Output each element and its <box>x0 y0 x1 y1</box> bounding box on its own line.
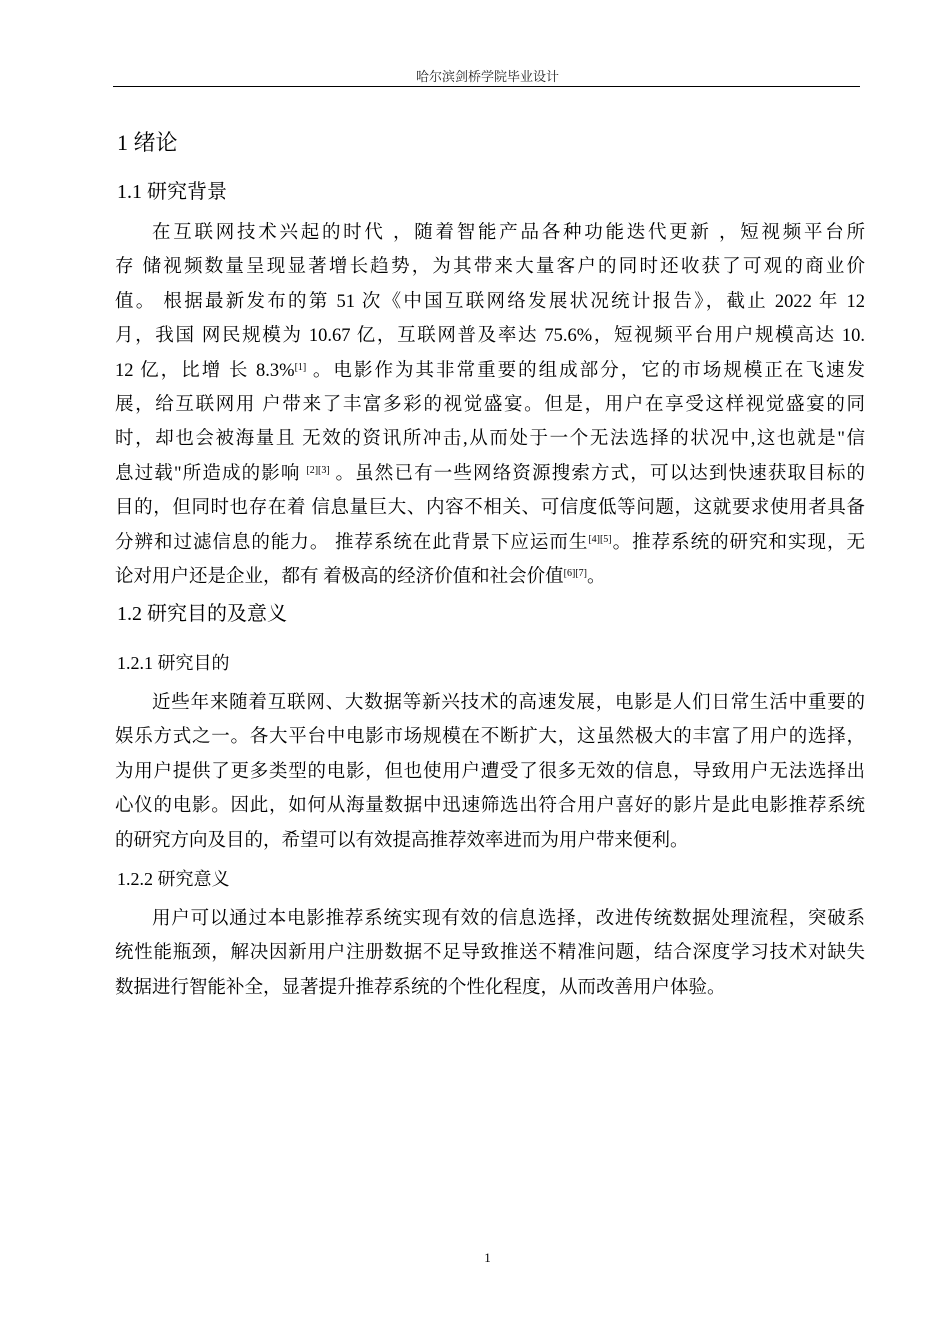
citation: [1] <box>294 361 307 373</box>
text-segment: 近些年来随着互联网、大数据等新兴技术的高速发展，电影是人们日常生活中重要的 <box>152 693 865 713</box>
text-segment: 的研究方向及目的，希望可以有效提高推荐效率进而为用户带来便利。 <box>115 830 689 851</box>
text-line <box>115 457 865 491</box>
text-segment: 时，却也会被海量且 无效的资讯所冲击,从而处于一个无法选择的状况中,这也就是"信 <box>115 429 865 450</box>
text-segment: 月，我国 网民规模为 10.67 亿，互联网普及率达 75.6%，短视频平台用户规模高达 10. <box>115 326 865 347</box>
text-segment: 论对用户还是企业，都有 着极高的经济价值和社会价值 <box>115 566 564 587</box>
text-segment: 目的，但同时也存在着 信息量巨大、内容不相关、可信度低等问题，这就要求使用者具备 <box>115 498 865 519</box>
text-segment: 展，给互联网用 户带来了丰富多彩的视觉盛宴。但是，用户在享受这样视觉盛宴的同 <box>115 394 865 415</box>
text-segment: 分辨和过滤信息的能力。 推荐系统在此背景下应运而生 <box>115 532 589 553</box>
paragraph-background <box>115 216 865 594</box>
text-line <box>115 560 865 594</box>
paragraph-purpose <box>115 686 865 858</box>
text-segment: 。 <box>586 566 606 587</box>
page-number: 1 <box>484 1250 491 1265</box>
text-segment: 值。 根据最新发布的第 51 次《中国互联网络发展状况统计报告》，截止 2022 年 12 <box>115 291 865 312</box>
text-line <box>115 422 865 456</box>
text-line <box>115 491 865 525</box>
section-heading-1-2: 1.2 研究目的及意义 <box>117 603 287 625</box>
text-segment: 息过载"所造成的影响 <box>115 463 307 484</box>
text-segment: 12 亿，比增 长 8.3% <box>115 360 295 381</box>
citation: [4][5] <box>588 533 612 545</box>
section-heading-1-2-1: 1.2.1 研究目的 <box>117 653 230 673</box>
text-line <box>115 526 865 560</box>
citation: [2][3] <box>306 464 330 476</box>
text-segment: 存 储视频数量呈现显著增长趋势，为其带来大量客户的同时还收获了可观的商业价 <box>115 257 865 278</box>
text-segment: 统性能瓶颈，解决因新用户注册数据不足导致推送不精准问题，结合深度学习技术对缺失 <box>115 943 865 964</box>
text-line <box>115 388 865 422</box>
text-line <box>115 720 865 754</box>
text-line <box>115 902 865 936</box>
header-divider <box>113 86 860 87</box>
text-line <box>115 216 865 250</box>
section-heading-1-2-2: 1.2.2 研究意义 <box>117 869 230 889</box>
text-segment: 数据进行智能补全，显著提升推荐系统的个性化程度，从而改善用户体验。 <box>115 977 726 998</box>
text-line <box>115 285 865 319</box>
text-segment: 娱乐方式之一。各大平台中电影市场规模在不断扩大，这虽然极大的丰富了用户的选择， <box>115 727 865 748</box>
text-line <box>115 936 865 970</box>
text-segment: 在互联网技术兴起的时代 ，随着智能产品各种功能迭代更新 ，短视频平台所 <box>152 223 865 243</box>
text-line <box>115 824 865 858</box>
paragraph-significance <box>115 902 865 1005</box>
text-line <box>115 250 865 284</box>
text-segment: 。推荐系统的研究和实现，无 <box>611 532 865 553</box>
text-line <box>115 971 865 1005</box>
text-segment: 。虽然已有一些网络资源搜索方式，可以达到快速获取目标的 <box>329 463 865 484</box>
text-line <box>115 789 865 823</box>
text-line <box>115 319 865 353</box>
chapter-title: 1 绪论 <box>117 130 178 155</box>
text-segment: 。电影作为其非常重要的组成部分，它的市场规模正在飞速发 <box>306 360 865 381</box>
section-heading-1-1: 1.1 研究背景 <box>117 181 227 203</box>
text-segment: 心仪的电影。因此，如何从海量数据中迅速筛选出符合用户喜好的影片是此电影推荐系统 <box>115 796 865 817</box>
text-line <box>115 686 865 720</box>
text-segment: 用户可以通过本电影推荐系统实现有效的信息选择，改进传统数据处理流程，突破系 <box>152 909 865 929</box>
text-line <box>115 755 865 789</box>
citation: [6][7] <box>563 567 587 579</box>
page-header: 哈尔滨剑桥学院毕业设计 <box>415 69 559 84</box>
text-line <box>115 354 865 388</box>
text-segment: 为用户提供了更多类型的电影，但也使用户遭受了很多无效的信息，导致用户无法选择出 <box>115 761 865 782</box>
